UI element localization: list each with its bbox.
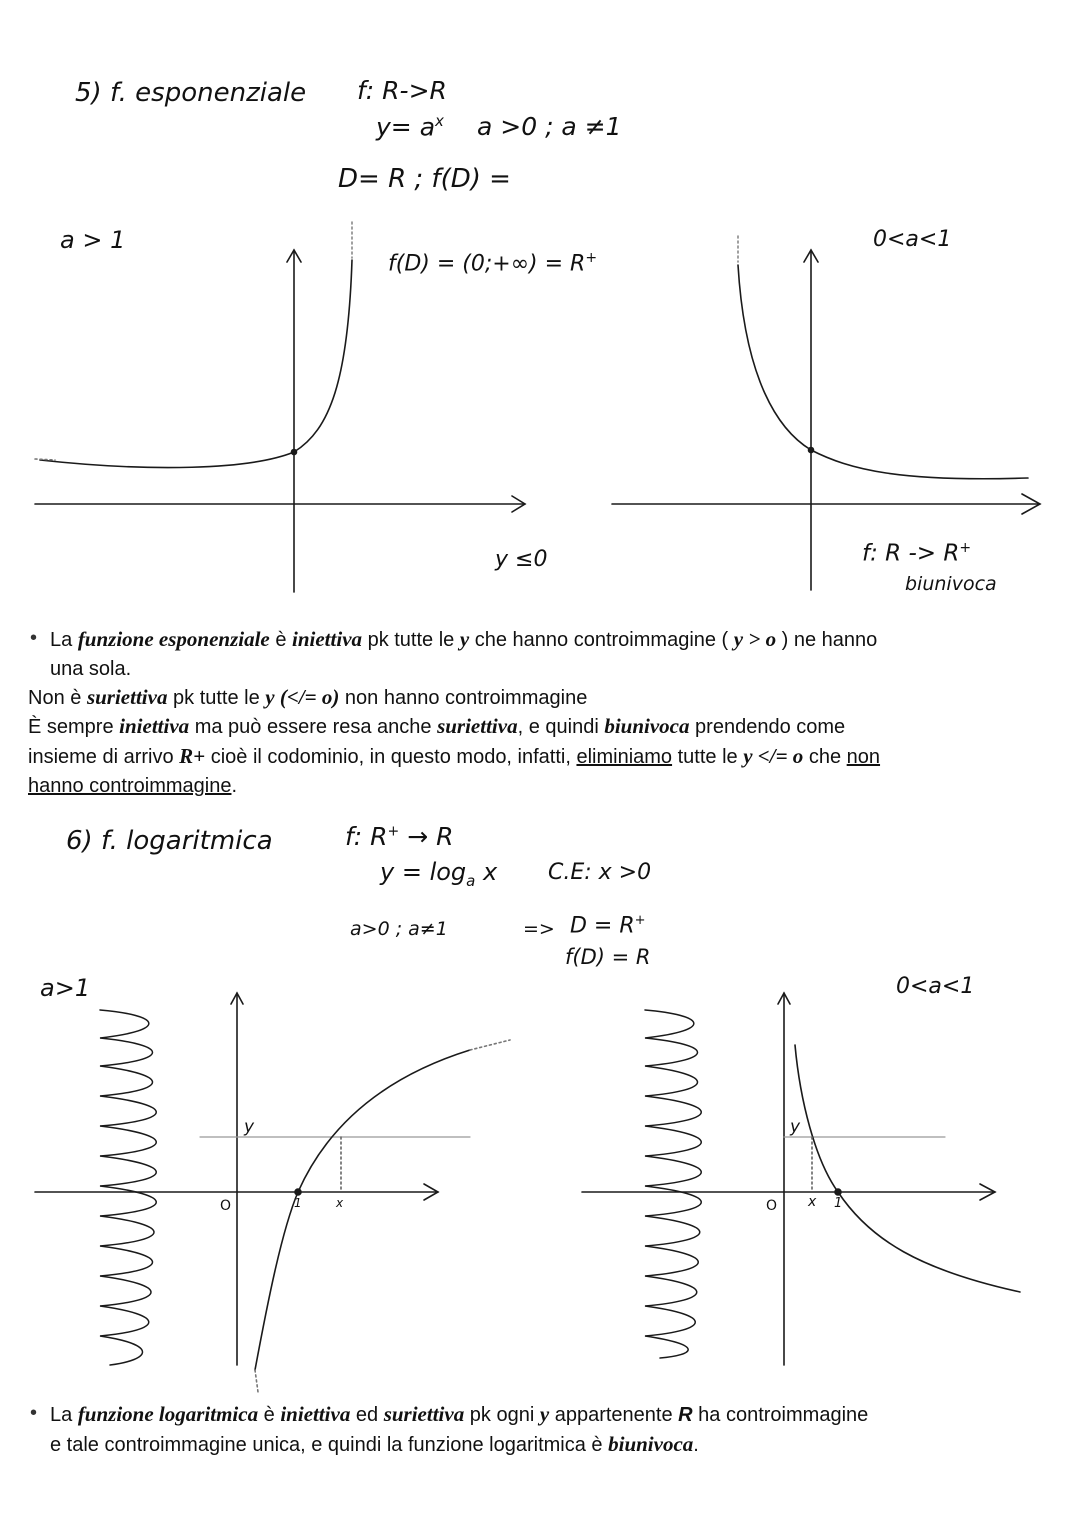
log-right-curve: [795, 1045, 1020, 1292]
log-domain-sup: +: [634, 913, 646, 928]
p3-text-q: .: [231, 775, 238, 797]
p2-term-suriettiva: suriettiva: [86, 685, 168, 709]
log-domain: [570, 913, 646, 938]
p4-term-biunivoca: biunivoca: [608, 1432, 694, 1456]
log-right-root: [835, 1189, 841, 1195]
log-right-origin: O: [766, 1198, 778, 1214]
log-left-label: a>1: [40, 974, 91, 1002]
paragraph-exp-injective: [50, 625, 1060, 684]
p1-text-a: La: [50, 629, 78, 651]
p1-term-iniettiva: iniettiva: [292, 627, 363, 651]
log-def-map-sup: +: [387, 823, 400, 840]
bullet-1: •: [30, 627, 38, 649]
p3-underline-controimmagine: hanno controimmagine: [28, 775, 232, 797]
log-left-y-label: y: [244, 1117, 255, 1137]
p3-text-l: tutte le: [672, 746, 744, 768]
exp-left-label: a > 1: [60, 226, 126, 254]
p2-text-c: pk tutte le: [167, 687, 266, 709]
log-left-root: [295, 1189, 301, 1195]
log-right-one: 1: [834, 1196, 843, 1211]
exp-def-eq-text: y= a: [376, 112, 436, 142]
exp-def-cond: a >0 ; a ≠1: [477, 112, 622, 141]
exp-map-right-sup: +: [959, 540, 972, 556]
p3-text-a: È sempre: [28, 716, 120, 738]
p4-text-a: La: [50, 1404, 78, 1426]
p4-term-suriettiva: suriettiva: [383, 1402, 465, 1426]
log-left-x-label: x: [336, 1196, 344, 1210]
p1-text-c: è: [269, 629, 293, 651]
log-ce: C.E: x >0: [548, 860, 652, 885]
p3-term-suriettiva: suriettiva: [437, 714, 518, 738]
section6-title: 6) f. logaritmica: [66, 826, 273, 856]
exp-left-intercept: [292, 450, 297, 455]
p3-underline-non: non: [846, 746, 881, 768]
bullet-2: •: [30, 1402, 38, 1424]
exp-graph-left: [35, 222, 525, 592]
p3-text-g: prendendo come: [689, 716, 846, 738]
p3-term-biunivoca: biunivoca: [604, 714, 690, 738]
log-def-map-to: → R: [407, 822, 454, 851]
p3-term-yle0: y </= o: [743, 744, 804, 768]
exp-image: [388, 250, 597, 276]
log-def-map: [345, 822, 454, 851]
p2-text-a: Non è: [28, 687, 87, 709]
exp-map-right: [862, 540, 971, 567]
section5-title: 5) f. esponenziale: [75, 78, 307, 108]
paragraph-exp-bijective: [28, 712, 1058, 801]
p3-text-j: cioè il codominio, in questo modo, infatti,: [205, 746, 577, 768]
log-def-eq-text: y = log: [380, 858, 467, 886]
exp-def-eq: [376, 112, 444, 141]
exp-def-eq-exp: x: [435, 112, 444, 130]
exp-map-right-text: f: R -> R: [862, 540, 960, 567]
exp-def-map: f: R->R: [357, 76, 447, 105]
exp-right-curve: [738, 265, 1028, 479]
exp-graph-right: [612, 236, 1040, 590]
log-right-y-label: y: [790, 1117, 801, 1137]
p4-text-k: ha controimmagine: [692, 1404, 869, 1426]
log-left-one: 1: [294, 1196, 302, 1210]
log-image: f(D) = R: [565, 945, 651, 969]
p1-term-y: y: [459, 627, 470, 651]
log-def-eq-x: x: [483, 858, 498, 886]
exp-left-asymptote-dash: [35, 459, 55, 460]
paragraph-log-bijective: [50, 1400, 1060, 1460]
p4-text-i: appartenente: [549, 1404, 679, 1426]
log-right-x-label: x: [808, 1194, 817, 1210]
log-def-map-text: f: R: [345, 822, 388, 851]
exp-biunivoca: biunivoca: [905, 573, 997, 595]
p4-text-g: pk ogni: [464, 1404, 540, 1426]
exp-domain: D= R ; f(D) =: [338, 164, 511, 194]
log-graph-left: [35, 993, 510, 1392]
log-left-curve-dash: [470, 1040, 510, 1050]
log-right-squiggle: [645, 1010, 701, 1358]
p1-text-i: ) ne hanno: [776, 629, 878, 651]
log-domain-text: D = R: [570, 913, 635, 939]
log-left-squiggle: [100, 1010, 156, 1365]
p1-text-e: pk tutte le: [362, 629, 460, 651]
p3-text-e: , e quindi: [517, 716, 605, 738]
p4-term-y: y: [539, 1402, 550, 1426]
log-right-label: 0<a<1: [896, 974, 975, 999]
p4-text-e: ed: [350, 1404, 384, 1426]
exp-image-text: f(D) = (0;+∞) = R: [388, 251, 586, 277]
exp-right-label: 0<a<1: [873, 227, 952, 252]
log-def-eq: [380, 858, 497, 890]
exp-y-note: y ≤0: [495, 547, 548, 572]
p4-text-l2c: .: [693, 1434, 699, 1456]
log-implies: =>: [523, 918, 555, 940]
log-left-curve-dash-bottom: [255, 1370, 258, 1392]
p1-term-ygt0: y > o: [733, 627, 777, 651]
p1-line2: una sola.: [50, 658, 132, 680]
p4-term-log: funzione logaritmica: [77, 1402, 259, 1426]
p4-term-iniettiva: iniettiva: [280, 1402, 351, 1426]
p1-text-g: che hanno controimmagine (: [469, 629, 734, 651]
p4-text-l2a: e tale controimmagine unica, e quindi la funzione logaritmica è: [50, 1434, 609, 1456]
p3-text-n: che: [803, 746, 847, 768]
exp-right-intercept: [809, 448, 814, 453]
p3-text-h: insieme di arrivo: [28, 746, 180, 768]
log-left-curve: [255, 1050, 470, 1370]
log-cond: a>0 ; a≠1: [350, 918, 448, 940]
p4-term-r: R: [678, 1404, 693, 1426]
p4-text-c: è: [258, 1404, 281, 1426]
p3-underline-eliminiamo: eliminiamo: [576, 746, 673, 768]
p3-text-c: ma può essere resa anche: [189, 716, 438, 738]
p2-term-yle0: y (</= o): [265, 685, 340, 709]
p2-text-e: non hanno controimmagine: [339, 687, 588, 709]
p3-term-rplus: R+: [179, 744, 206, 768]
log-def-eq-sub: a: [466, 871, 476, 890]
paragraph-exp-not-surjective: [28, 683, 1058, 713]
log-graph-right: [582, 993, 1020, 1365]
exp-left-curve: [40, 260, 352, 468]
exp-image-sup: +: [585, 250, 598, 266]
p1-term-exp: funzione esponenziale: [77, 627, 270, 651]
log-left-origin: O: [220, 1198, 232, 1214]
p3-term-iniettiva: iniettiva: [119, 714, 190, 738]
